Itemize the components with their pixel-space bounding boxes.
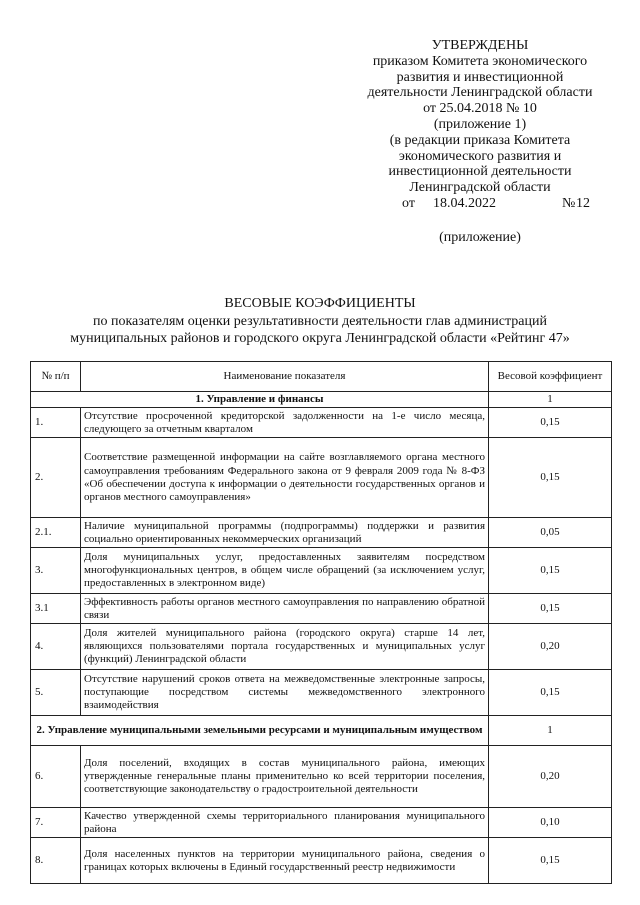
row-weight: 0,20 bbox=[489, 624, 612, 670]
document-title: ВЕСОВЫЕ КОЭФФИЦИЕНТЫ bbox=[224, 296, 416, 311]
row-number: 7. bbox=[31, 808, 81, 838]
approval-line: (приложение 1) bbox=[433, 116, 527, 132]
table-row bbox=[31, 670, 612, 716]
section-row bbox=[31, 392, 612, 408]
approval-heading: УТВЕРЖДЕНЫ bbox=[431, 38, 529, 53]
row-indicator: Доля поселений, входящих в состав муниципального района, имеющих утвержденные генеральные планы применительно ко всей территории поселения, соответствующие законодательству о градостроительной деятельности bbox=[81, 746, 489, 808]
document-subtitle: муниципальных районов и городского округа Ленинградской области «Рейтинг 47» bbox=[70, 331, 570, 346]
row-weight: 0,05 bbox=[489, 518, 612, 548]
row-weight: 0,15 bbox=[489, 408, 612, 438]
section-title: 2. Управление муниципальными земельными ресурсами и муниципальным имуществом bbox=[31, 716, 489, 746]
row-number: 3. bbox=[31, 548, 81, 594]
amendment-date-line bbox=[340, 196, 620, 212]
section-weight: 1 bbox=[489, 392, 612, 408]
row-weight: 0,15 bbox=[489, 670, 612, 716]
table-row bbox=[31, 518, 612, 548]
row-indicator: Соответствие размещенной информации на сайте возглавляемого органа местного самоуправления требованиям Федерального закона от 9 февраля 2009 года № 8-ФЗ «Об обеспечении доступа к информации о деятельности государственных органов и органов местного самоуправления» bbox=[81, 438, 489, 518]
row-weight: 0,15 bbox=[489, 548, 612, 594]
document-subtitle: по показателям оценки результативности деятельности глав администраций bbox=[92, 313, 547, 329]
row-indicator: Доля жителей муниципального района (городского округа) старше 14 лет, являющихся пользователями портала государственных и муниципальных услуг (функций) Ленинградской области bbox=[81, 624, 489, 670]
row-weight: 0,15 bbox=[489, 838, 612, 884]
appendix-label: (приложение) bbox=[439, 229, 521, 245]
header-weight: Весовой коэффициент bbox=[489, 362, 612, 392]
row-weight: 0,15 bbox=[489, 438, 612, 518]
table-row bbox=[31, 838, 612, 884]
table-row bbox=[31, 594, 612, 624]
approval-line: развития и инвестиционной bbox=[396, 69, 564, 85]
approval-line: Ленинградской области bbox=[409, 180, 551, 196]
table-row bbox=[31, 624, 612, 670]
number-prefix: № bbox=[562, 195, 576, 211]
document-title-block bbox=[0, 295, 640, 348]
row-number: 1. bbox=[31, 408, 81, 438]
row-number: 6. bbox=[31, 746, 81, 808]
row-number: 2.1. bbox=[31, 518, 81, 548]
row-indicator: Доля муниципальных услуг, предоставленных заявителям посредством многофункциональных центров, в общем числе обращений (за исключением услуг, предоставленных в электронном виде) bbox=[81, 548, 489, 594]
row-number: 2. bbox=[31, 438, 81, 518]
row-number: 8. bbox=[31, 838, 81, 884]
date-prefix: от bbox=[402, 195, 415, 211]
amendment-date: 18.04.2022 bbox=[433, 195, 496, 211]
row-indicator: Качество утвержденной схемы территориального планирования муниципального района bbox=[81, 808, 489, 838]
weights-table bbox=[30, 361, 612, 884]
table-header-row bbox=[31, 362, 612, 392]
section-row bbox=[31, 716, 612, 746]
row-number: 4. bbox=[31, 624, 81, 670]
approval-line: инвестиционной деятельности bbox=[388, 164, 572, 180]
row-weight: 0,15 bbox=[489, 594, 612, 624]
header-number: № п/п bbox=[31, 362, 81, 392]
table-row bbox=[31, 808, 612, 838]
row-indicator: Отсутствие просроченной кредиторской задолженности на 1-е число месяца, следующего за отчетным кварталом bbox=[81, 408, 489, 438]
table-row bbox=[31, 548, 612, 594]
row-indicator: Доля населенных пунктов на территории муниципального района, сведения о границах которых включены в Единый государственный реестр недвижимости bbox=[81, 838, 489, 884]
amendment-number: 12 bbox=[576, 195, 590, 211]
approval-line: экономического развития и bbox=[398, 148, 562, 164]
table-row bbox=[31, 746, 612, 808]
approval-block bbox=[340, 38, 620, 246]
approval-line: деятельности Ленинградской области bbox=[367, 85, 593, 101]
row-indicator: Наличие муниципальной программы (подпрограммы) поддержки и развития социально ориентированных некоммерческих организаций bbox=[81, 518, 489, 548]
row-indicator: Эффективность работы органов местного самоуправления по направлению обратной связи bbox=[81, 594, 489, 624]
approval-line: приказом Комитета экономического bbox=[372, 53, 588, 69]
section-weight: 1 bbox=[489, 716, 612, 746]
approval-line: (в редакции приказа Комитета bbox=[389, 132, 571, 148]
row-number: 5. bbox=[31, 670, 81, 716]
approval-line: от 25.04.2018 № 10 bbox=[423, 101, 537, 117]
header-indicator: Наименование показателя bbox=[81, 362, 489, 392]
section-title: 1. Управление и финансы bbox=[31, 392, 489, 408]
row-indicator: Отсутствие нарушений сроков ответа на межведомственные электронные запросы, поступающие посредством системы межведомственного электронного взаимодействия bbox=[81, 670, 489, 716]
table-row bbox=[31, 438, 612, 518]
row-number: 3.1 bbox=[31, 594, 81, 624]
row-weight: 0,20 bbox=[489, 746, 612, 808]
row-weight: 0,10 bbox=[489, 808, 612, 838]
table-row bbox=[31, 408, 612, 438]
